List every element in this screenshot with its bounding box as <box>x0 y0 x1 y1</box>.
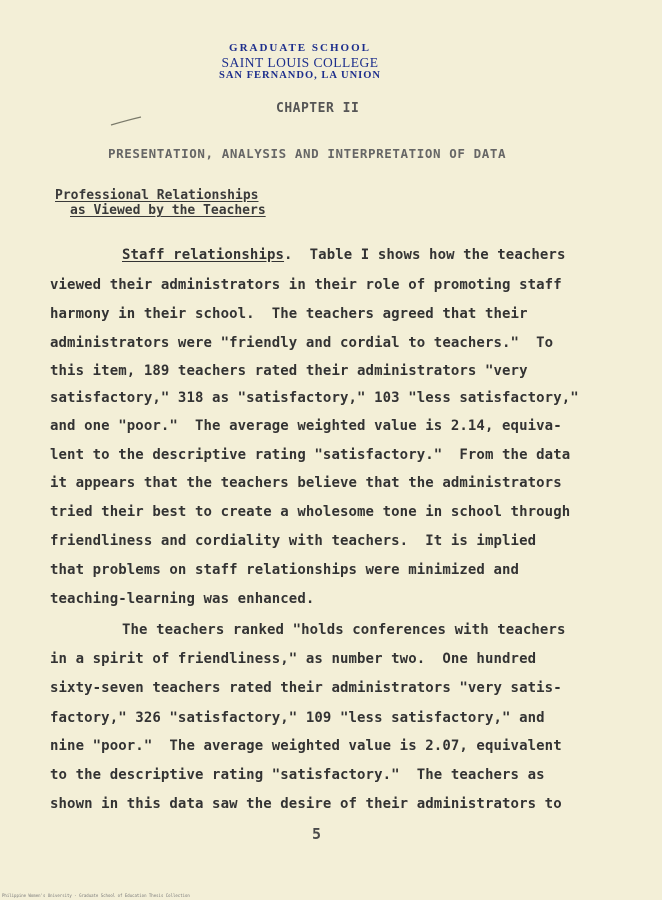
para1-line: harmony in their school. The teachers agreed that their <box>50 306 528 322</box>
para1-line <box>122 248 566 262</box>
subheading-line-2: as Viewed by the Teachers <box>70 203 266 218</box>
chapter-heading: CHAPTER II <box>276 101 360 116</box>
para1-line: friendliness and cordiality with teachers. It is implied <box>50 533 537 549</box>
section-title: PRESENTATION, ANALYSIS AND INTERPRETATION OF DATA <box>108 146 507 161</box>
para2-line: sixty-seven teachers rated their administrators "very satis- <box>50 680 562 696</box>
footer-caption: Philippine Women's University - Graduate School of Education Thesis Collection <box>2 893 190 898</box>
para1-line: satisfactory," 318 as "satisfactory," 103 "less satisfactory," <box>50 390 579 406</box>
letterhead-school: GRADUATE SCHOOL <box>229 42 371 54</box>
para1-line: and one "poor." The average weighted value is 2.14, equiva- <box>50 418 562 434</box>
para1-line: lent to the descriptive rating "satisfactory." From the data <box>50 447 571 463</box>
para1-line-rest: . Table I shows how the teachers <box>284 247 566 263</box>
staff-relationships-lead: Staff relationships <box>122 247 285 263</box>
para1-line: tried their best to create a wholesome tone in school through <box>50 504 571 520</box>
letterhead-location: SAN FERNANDO, LA UNION <box>218 70 381 82</box>
para1-line: it appears that the teachers believe that the administrators <box>50 475 562 491</box>
para2-line: in a spirit of friendliness," as number two. One hundred <box>50 651 537 667</box>
page-number: 5 <box>312 825 322 843</box>
para2-line: to the descriptive rating "satisfactory." The teachers as <box>50 767 545 783</box>
subheading-line-1: Professional Relationships <box>55 188 259 203</box>
para1-line: administrators were "friendly and cordial to teachers." To <box>50 335 554 351</box>
para1-line: teaching-learning was enhanced. <box>50 591 315 607</box>
para2-line: The teachers ranked "holds conferences with teachers <box>122 622 566 638</box>
para1-line: viewed their administrators in their role of promoting staff <box>50 277 562 293</box>
para1-line: this item, 189 teachers rated their administrators "very <box>50 363 528 379</box>
para2-line: factory," 326 "satisfactory," 109 "less satisfactory," and <box>50 710 545 726</box>
pencil-mark-icon <box>110 116 142 126</box>
letterhead-college: SAINT LOUIS COLLEGE <box>221 54 379 70</box>
letterhead <box>0 42 600 82</box>
para2-line: nine "poor." The average weighted value is 2.07, equivalent <box>50 738 562 754</box>
para2-line: shown in this data saw the desire of their administrators to <box>50 796 562 812</box>
para1-line: that problems on staff relationships were minimized and <box>50 562 520 578</box>
